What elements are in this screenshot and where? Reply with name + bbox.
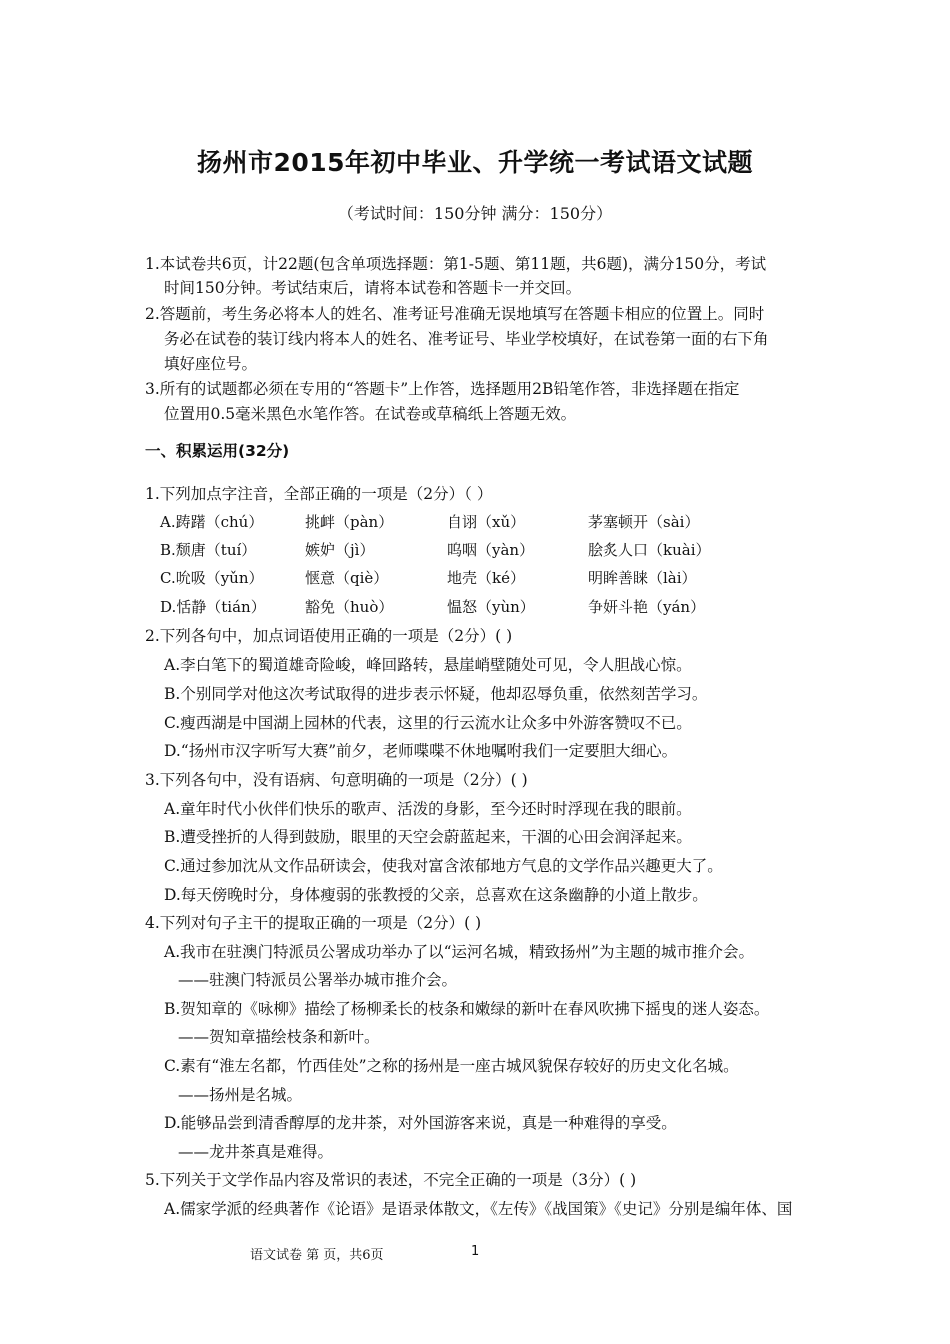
instruction-line: 位置用0.5毫米黑色水笔作答。在试卷或草稿纸上答题无效。 xyxy=(164,405,577,423)
q1-item: 明眸善睐（lài） xyxy=(588,569,697,587)
q2-option: A.李白笔下的蜀道雄奇险峻，峰回路转，悬崖峭壁随处可见，令人胆战心惊。 xyxy=(164,656,692,674)
q2-option: B.个别同学对他这次考试取得的进步表示怀疑，他却忍辱负重，依然刻苦学习。 xyxy=(164,685,708,703)
q2-option: D.“扬州市汉字听写大赛”前夕，老师喋喋不休地嘱咐我们一定要胆大细心。 xyxy=(164,742,678,760)
q3-option: B.遭受挫折的人得到鼓励，眼里的天空会蔚蓝起来，干涸的心田会润泽起来。 xyxy=(164,828,692,846)
q1-item: 自诩（xǔ） xyxy=(447,513,526,531)
q1-item: C.吮吸（yǔn） xyxy=(160,569,264,587)
q4-option: A.我市在驻澳门特派员公署成功举办了以“运河名城，精致扬州”为主题的城市推介会。 xyxy=(164,943,754,961)
page-title: 扬州市2015年初中毕业、升学统一考试语文试题 xyxy=(196,148,754,177)
exam-info: （考试时间：150分钟 满分：150分） xyxy=(337,204,613,223)
instruction-line: 务必在试卷的装订线内将本人的姓名、准考证号、毕业学校填好，在试卷第一面的右下角 xyxy=(164,330,769,348)
question-1-stem: 1.下列加点字注音，全部正确的一项是（2分）（ ） xyxy=(145,485,493,503)
q1-item: 嫉妒（jì） xyxy=(305,541,375,559)
q4-option: D.能够品尝到清香醇厚的龙井茶，对外国游客来说，真是一种难得的享受。 xyxy=(164,1114,677,1132)
instruction-line: 时间150分钟。考试结束后，请将本试卷和答题卡一并交回。 xyxy=(164,279,582,297)
page-number: 1 xyxy=(471,1244,480,1259)
q1-item: 地壳（ké） xyxy=(447,569,525,587)
instruction-line: 1.本试卷共6页，计22题(包含单项选择题：第1-5题、第11题，共6题)，满分150分，考试 xyxy=(145,255,767,273)
q1-option-row xyxy=(160,539,800,561)
instruction-line: 填好座位号。 xyxy=(164,355,258,373)
instruction-line: 2.答题前，考生务必将本人的姓名、准考证号准确无误地填写在答题卡相应的位置上。同时 xyxy=(145,305,765,323)
q1-item: 争妍斗艳（yán） xyxy=(588,598,706,616)
q1-item: B.颓唐（tuí） xyxy=(160,541,257,559)
question-4-stem: 4.下列对句子主干的提取正确的一项是（2分）( ) xyxy=(145,914,482,932)
q1-item: 惬意（qiè） xyxy=(305,569,389,587)
instruction-line: 3.所有的试题都必须在专用的“答题卡”上作答，选择题用2B铅笔作答，非选择题在指定 xyxy=(145,380,740,398)
q4-answer-line: ——贺知章描绘枝条和新叶。 xyxy=(178,1028,380,1046)
q1-option-row xyxy=(160,596,800,618)
q4-answer-line: ——扬州是名城。 xyxy=(178,1086,303,1104)
q1-item: 豁免（huò） xyxy=(305,598,394,616)
q1-item: 茅塞顿开（sài） xyxy=(588,513,700,531)
q1-option-row xyxy=(160,511,800,533)
q1-item: 脍炙人口（kuài） xyxy=(588,541,711,559)
q1-item: 挑衅（pàn） xyxy=(305,513,394,531)
q3-option: D.每天傍晚时分，身体瘦弱的张教授的父亲，总喜欢在这条幽静的小道上散步。 xyxy=(164,886,708,904)
page-footer: 语文试卷 第 页，共6页 xyxy=(250,1248,384,1263)
question-5-stem: 5.下列关于文学作品内容及常识的表述，不完全正确的一项是（3分）( ) xyxy=(145,1171,637,1189)
q1-item: 愠怒（yùn） xyxy=(447,598,535,616)
q4-answer-line: ——龙井茶真是难得。 xyxy=(178,1143,334,1161)
question-3-stem: 3.下列各句中，没有语病、句意明确的一项是（2分）( ) xyxy=(145,771,528,789)
section-heading: 一、积累运用(32分) xyxy=(145,442,290,460)
q5-option: A.儒家学派的经典著作《论语》是语录体散文，《左传》《战国策》《史记》分别是编年体、国 xyxy=(164,1200,793,1218)
q1-option-row xyxy=(160,567,800,589)
q4-option: B.贺知章的《咏柳》描绘了杨柳柔长的枝条和嫩绿的新叶在春风吹拂下摇曳的迷人姿态。 xyxy=(164,1000,770,1018)
q4-answer-line: ——驻澳门特派员公署举办城市推介会。 xyxy=(178,971,458,989)
q2-option: C.瘦西湖是中国湖上园林的代表，这里的行云流水让众多中外游客赞叹不已。 xyxy=(164,714,692,732)
q4-option: C.素有“淮左名都，竹西佳处”之称的扬州是一座古城风貌保存较好的历史文化名城。 xyxy=(164,1057,739,1075)
q3-option: C.通过参加沈从文作品研读会，使我对富含浓郁地方气息的文学作品兴趣更大了。 xyxy=(164,857,723,875)
q3-option: A.童年时代小伙伴们快乐的歌声、活泼的身影，至今还时时浮现在我的眼前。 xyxy=(164,800,692,818)
question-2-stem: 2.下列各句中，加点词语使用正确的一项是（2分）( ) xyxy=(145,627,513,645)
q1-item: 呜咽（yàn） xyxy=(447,541,535,559)
q1-item: A.踌躇（chú） xyxy=(160,513,264,531)
q1-item: D.恬静（tián） xyxy=(160,598,266,616)
